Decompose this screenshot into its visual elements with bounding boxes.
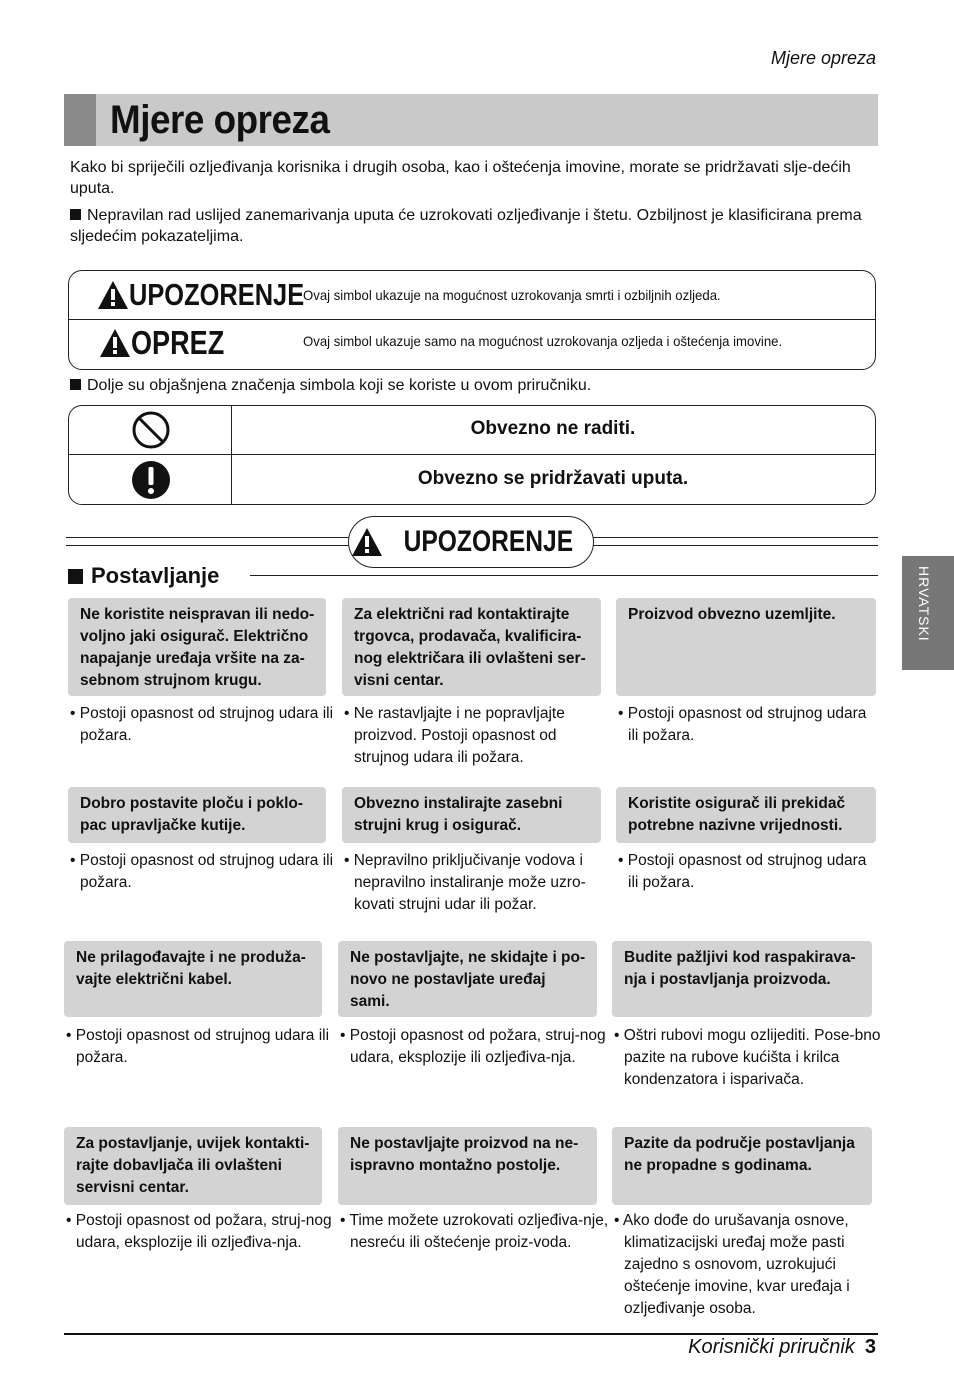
card-head: Dobro postavite ploču i poklo-pac upravljačke kutije. — [68, 787, 326, 843]
signal-caution-desc: Ovaj simbol ukazuje samo na mogućnost uzrokovanja ozljeda i oštećenja imovine. — [303, 333, 783, 349]
card-head: Ne postavljajte proizvod na ne-ispravno montažno postolje. — [338, 1127, 597, 1205]
card-head: Za postavljanje, uvijek kontakti-rajte dobavljača ili ovlašteni servisni centar. — [64, 1127, 322, 1205]
footer-label: Korisnički priručnik — [688, 1336, 855, 1358]
card-body: • Postoji opasnost od strujnog udara ili požara. — [70, 852, 334, 891]
symbol-mandatory-text: Obvezno se pridržavati uputa. — [417, 468, 689, 489]
card-head: Pazite da područje postavljanja ne propadne s godinama. — [612, 1127, 872, 1205]
page-title: Mjere opreza — [110, 98, 330, 142]
intro-text: Kako bi spriječili ozljeđivanja korisnika i drugih osoba, kao i oštećenja imovine, morate se pridržavati slje-dećih uputa. — [70, 159, 851, 197]
note-symbols — [70, 377, 591, 395]
warning-banner-label: UPOZORENJE — [403, 525, 573, 558]
prohibition-icon — [131, 410, 171, 450]
symbols-box — [68, 405, 876, 505]
title-marker — [64, 94, 96, 146]
square-bullet-icon — [70, 209, 81, 220]
exclamation-icon — [131, 460, 171, 500]
signal-warning-desc: Ovaj simbol ukazuje na mogućnost uzrokovanja smrti i ozbiljnih ozljeda. — [303, 287, 721, 303]
card-body: • Postoji opasnost od strujnog udara ili požara. — [70, 705, 334, 744]
card-head: Obvezno instalirajte zasebni strujni krug i osigurač. — [342, 787, 601, 843]
section-rule — [250, 575, 878, 576]
card-body: • Postoji opasnost od požara, struj-nog udara, eksplozije ili ozljeđiva-nja. — [340, 1027, 606, 1066]
page-number: 3 — [864, 1336, 876, 1358]
running-header: Mjere opreza — [770, 48, 876, 68]
card-head: Ne postavljajte, ne skidajte i po-novo ne postavljate uređaj sami. — [338, 941, 597, 1017]
card-body: • Ne rastavljajte i ne popravljajte proizvod. Postoji opasnost od strujnog udara ili požara. — [344, 705, 565, 766]
warning-triangle-icon — [351, 527, 383, 557]
card-head: Koristite osigurač ili prekidač potrebne nazivne vrijednosti. — [616, 787, 876, 843]
square-bullet-icon — [68, 569, 83, 584]
signal-words-box — [68, 270, 876, 370]
signal-caution — [99, 324, 245, 362]
symbol-prohibit-text: Obvezno ne raditi. — [470, 418, 636, 439]
footer-rule — [64, 1333, 878, 1335]
card-head: Budite pažljivi kod raspakirava-nja i postavljanja proizvoda. — [612, 941, 872, 1017]
card-body: • Postoji opasnost od strujnog udara ili požara. — [66, 1027, 330, 1066]
note-severity — [70, 205, 870, 247]
footer — [688, 1336, 876, 1359]
card-head: Ne koristite neispravan ili nedo-voljno jaki osigurač. Električno napajanje uređaja vršite na za-sebnom strujnom krugu. — [68, 598, 326, 696]
card-body: • Postoji opasnost od strujnog udara ili požara. — [618, 852, 867, 891]
card-body: • Time možete uzrokovati ozljeđiva-nje, nesreću ili oštećenje proiz-voda. — [340, 1212, 609, 1251]
card-body: • Postoji opasnost od požara, struj-nog udara, eksplozije ili ozljeđiva-nja. — [66, 1212, 332, 1251]
card-head: Proizvod obvezno uzemljite. — [616, 598, 876, 696]
divider — [69, 319, 875, 320]
language-tab-label: HRVATSKI — [916, 566, 932, 642]
language-tab — [902, 556, 954, 670]
note-symbols-text: Dolje su objašnjena značenja simbola koji se koriste u ovom priručniku. — [87, 377, 592, 394]
card-head: Ne prilagođavajte i ne produža-vajte električni kabel. — [64, 941, 322, 1017]
divider — [69, 454, 875, 455]
card-body: • Postoji opasnost od strujnog udara ili požara. — [618, 705, 867, 744]
title-bar — [64, 94, 878, 146]
warning-triangle-icon — [99, 328, 131, 358]
signal-warning-label: UPOZORENJE — [129, 277, 305, 312]
card-body: • Ako dođe do urušavanja osnove, klimatizacijski uređaj može pasti zajedno s osnovom, uzrokujući oštećenje imovine, kvar uređaja i ozljeđivanje osoba. — [614, 1212, 850, 1317]
card-head: Za električni rad kontaktirajte trgovca, prodavača, kvalificira-nog električara ili ovlašteni ser-visni centar. — [342, 598, 601, 696]
signal-caution-label: OPREZ — [131, 324, 225, 361]
note-severity-text: Nepravilan rad uslijed zanemarivanja uputa će uzrokovati ozljeđivanje i štetu. Ozbiljnost je klasificirana prema sljedećim pokazateljima. — [70, 207, 862, 245]
section-heading — [68, 563, 219, 589]
square-bullet-icon — [70, 379, 81, 390]
card-body: • Oštri rubovi mogu ozlijediti. Pose-bno pazite na rubove kućišta i krilca kondenzatora i isparivača. — [614, 1027, 881, 1088]
warning-banner — [348, 516, 594, 568]
section-title: Postavljanje — [91, 563, 220, 588]
warning-triangle-icon — [97, 280, 129, 310]
card-body: • Nepravilno priključivanje vodova i nepravilno instaliranje može uzro-kovati strujni udar ili požar. — [344, 852, 586, 913]
